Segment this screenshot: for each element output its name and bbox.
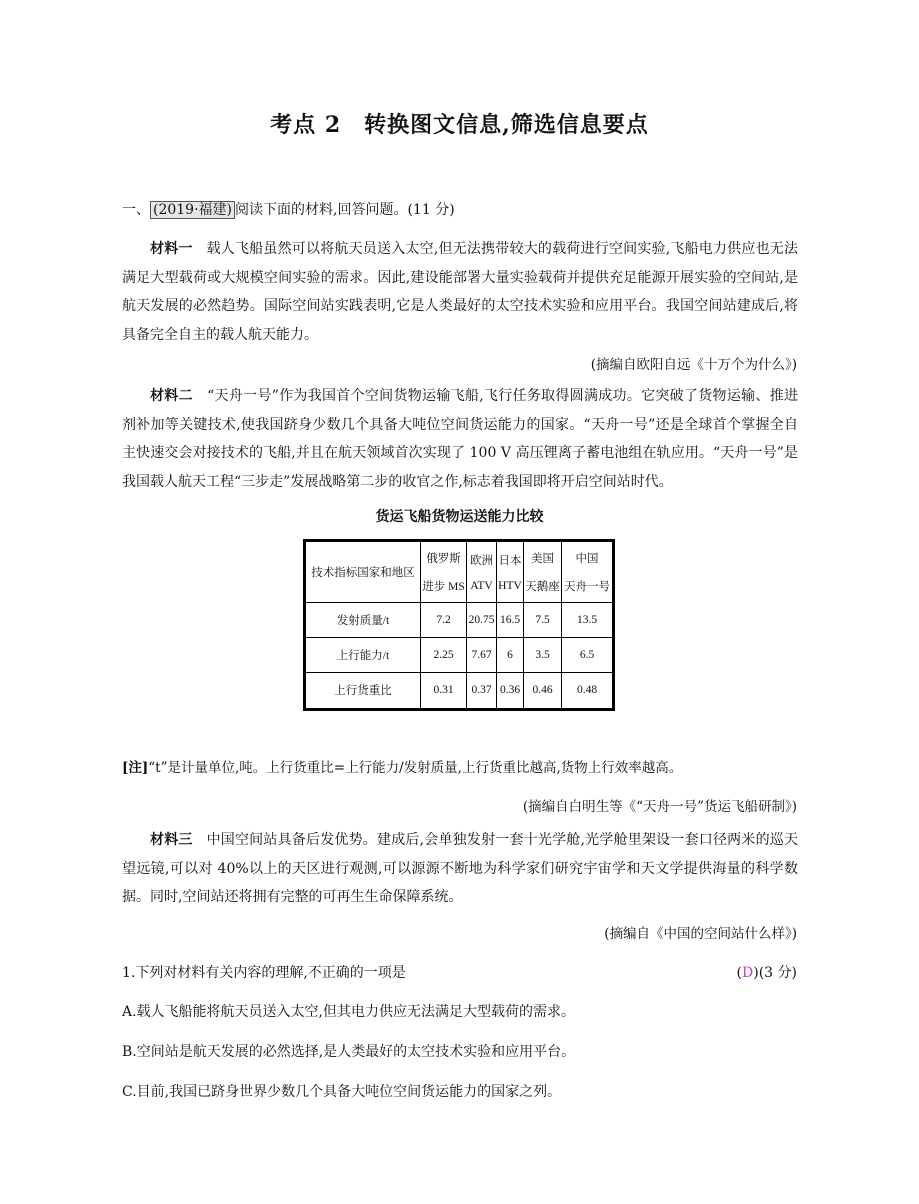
material-two: [122, 382, 798, 496]
material-two-text: “天舟一号”作为我国首个空间货物运输飞船,飞行任务取得圆满成功。它突破了货物运输、推进剂补加等关键技术,使我国跻身少数几个具备大吨位空间货运能力的国家。“天舟一号”还是全球首个掌握全自主快速交会对接技术的飞船,并且在航天领域首次实现了 100 V 高压锂离子蓄电池组在轨应用。“天舟一号”是我国载人航天工程“三步走”发展战略第二步的收官之作,标志着我国即将开启空间站时代。: [122, 388, 798, 490]
table-row: [305, 603, 614, 638]
row-label: 上行能力/t: [305, 637, 421, 672]
material-three-text: 中国空间站具备后发优势。建成后,会单独发射一套十光学舱,光学舱里架设一套口径两米的巡天望远镜,可以对 40%以上的天区进行观测,可以源源不断地为科学家们研究宇宙学和天文学提供海量的科学数据。同时,空间站还将拥有完整的可再生生命保障系统。: [122, 832, 798, 905]
question-prompt: 阅读下面的材料,回答问题。(11 分): [235, 202, 455, 218]
table-cell: 0.48: [562, 672, 614, 709]
option-b: B.空间站是航天发展的必然选择,是人类最好的太空技术实验和应用平台。: [122, 1044, 576, 1060]
page-title: 考点 2 转换图文信息,筛选信息要点: [270, 112, 649, 138]
material-one-text: 载人飞船虽然可以将航天员送入太空,但无法携带较大的载荷进行空间实验,飞船电力供应也无法满足大型载荷或大规模空间实验的需求。因此,建设能部署大量实验载荷并提供充足能源开展实验的空间站,是航天发展的必然趋势。国际空间站实践表明,它是人类最好的太空技术实验和应用平台。我国空间站建成后,将具备完全自主的载人航天能力。: [122, 241, 798, 343]
note-label: [注]: [122, 760, 149, 776]
table-cell: 3.5: [524, 637, 562, 672]
question-one-stem: 1.下列对材料有关内容的理解,不正确的一项是: [122, 965, 406, 981]
table-cell: 0.37: [467, 672, 497, 709]
option-c: C.目前,我国已跻身世界少数几个具备大吨位空间货运能力的国家之列。: [122, 1084, 562, 1100]
table-cell: 2.25: [421, 637, 467, 672]
material-three-label: 材料三: [150, 832, 193, 848]
table-cell: 7.2: [421, 603, 467, 638]
table-cell: 20.75: [467, 603, 497, 638]
table-col-header: 俄罗斯 进步 MS: [421, 541, 467, 603]
row-label: 发射质量/t: [305, 603, 421, 638]
table-cell: 16.5: [497, 603, 524, 638]
answer-letter: D: [742, 965, 754, 981]
table-cell: 7.67: [467, 637, 497, 672]
table-header-row: [305, 541, 614, 603]
table-cell: 0.31: [421, 672, 467, 709]
table-col-header: 日本 HTV: [497, 541, 524, 603]
table-cell: 6.5: [562, 637, 614, 672]
table-note: [122, 756, 682, 776]
source-tag: (2019·福建): [150, 201, 235, 219]
table-col-header: 美国 天鹅座: [524, 541, 562, 603]
table-col-header: 中国 天舟一号: [562, 541, 614, 603]
table-row: [305, 637, 614, 672]
material-three: [122, 826, 798, 912]
material-one-source: (摘编自欧阳自远《十万个为什么》): [590, 357, 797, 373]
material-three-source: (摘编自《中国的空间站什么样》): [604, 926, 797, 942]
row-label: 上行货重比: [305, 672, 421, 709]
question-one-answer: (D)(3 分): [736, 965, 797, 981]
material-one-label: 材料一: [150, 241, 193, 257]
table-col-header: 欧洲 ATV: [467, 541, 497, 603]
table-cell: 0.36: [497, 672, 524, 709]
table-row: [305, 672, 614, 709]
table-title: 货运飞船货物运送能力比较: [375, 509, 544, 525]
table-cell: 6: [497, 637, 524, 672]
table-cell: 0.46: [524, 672, 562, 709]
table-corner-label: 技术指标国家和地区: [305, 541, 421, 603]
cargo-capacity-table: [303, 539, 615, 711]
option-a: A.载人飞船能将航天员送入太空,但其电力供应无法满足大型载荷的需求。: [122, 1004, 576, 1020]
note-text: “t”是计量单位,吨。上行货重比=上行能力/发射质量,上行货重比越高,货物上行效率越高。: [148, 760, 683, 776]
table-cell: 13.5: [562, 603, 614, 638]
table-cell: 7.5: [524, 603, 562, 638]
material-two-label: 材料二: [150, 388, 193, 404]
question-number: 一、: [122, 202, 150, 218]
note-source: (摘编自白明生等《“天舟一号”货运飞船研制》): [522, 799, 797, 815]
question-heading: [122, 199, 455, 219]
material-one: [122, 235, 798, 349]
